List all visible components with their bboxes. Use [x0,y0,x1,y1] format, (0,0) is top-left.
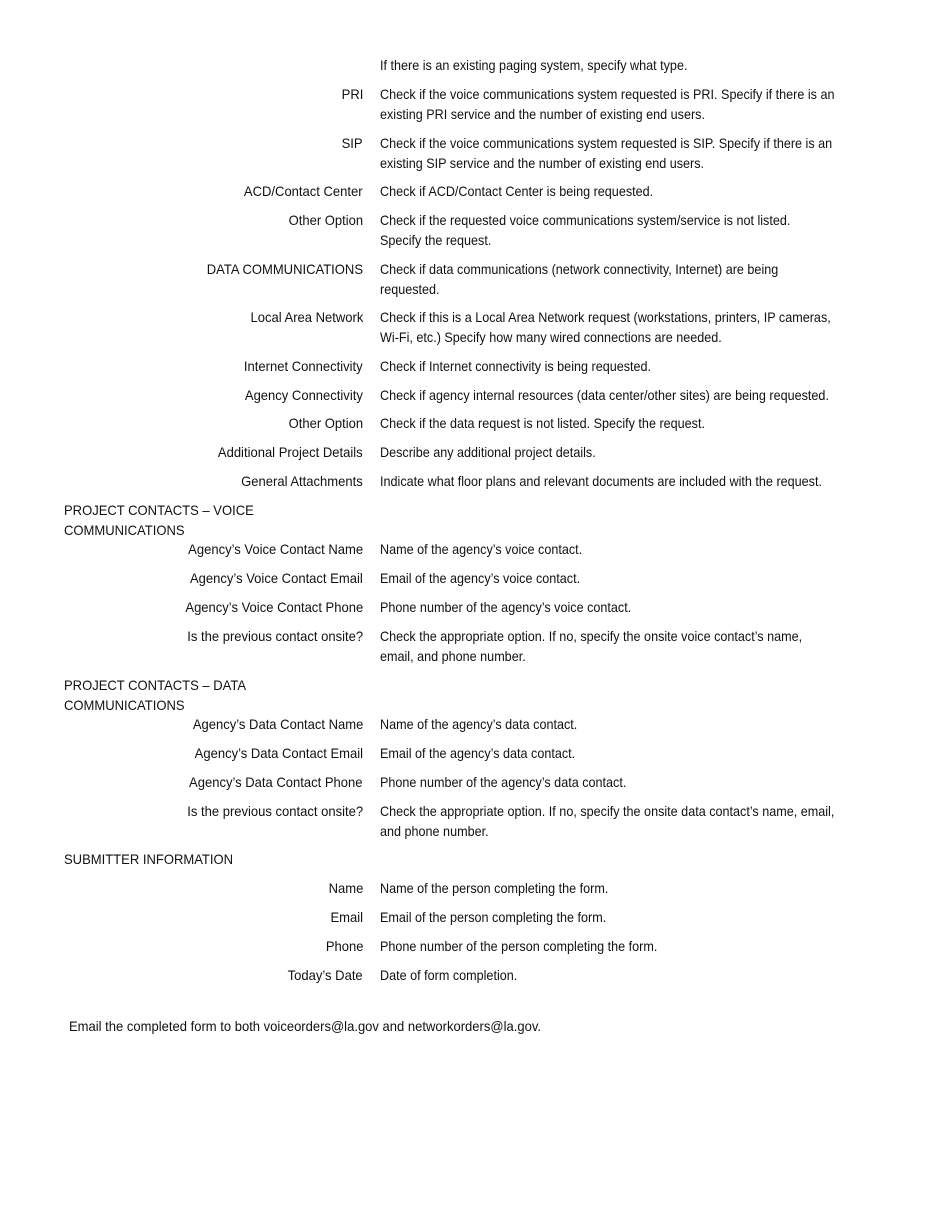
term-lan: Local Area Network [250,309,363,325]
desc-submitter-phone: Phone number of the person completing the form. [380,938,658,954]
desc-other-data: Check if the data request is not listed. Specify the request. [380,415,705,431]
desc-submitter-date: Date of form completion. [380,967,518,983]
desc-data-contact-onsite: Check the appropriate option. If no, specify the onsite data contact’s name, email, and phone number. [380,803,835,839]
term-data-contact-name: Agency’s Data Contact Name [192,716,363,732]
desc-submitter-email: Email of the person completing the form. [380,909,607,925]
section-data-contacts: PROJECT CONTACTS – DATA COMMUNICATIONS [64,677,247,713]
desc-other-voice: Check if the requested voice communications system/service is not listed. Specify the request. [380,212,791,248]
desc-submitter-name: Name of the person completing the form. [380,880,609,896]
desc-lan: Check if this is a Local Area Network request (workstations, printers, IP cameras, Wi-Fi, etc.) Specify how many wired connections are needed. [380,309,831,345]
term-submitter-date: Today’s Date [287,967,363,983]
term-other-voice: Other Option [288,212,363,228]
desc-acd: Check if ACD/Contact Center is being requested. [380,183,654,199]
desc-voice-contact-name: Name of the agency’s voice contact. [380,541,583,557]
desc-paging: If there is an existing paging system, specify what type. [380,57,688,73]
term-submitter-name: Name [328,880,363,896]
desc-additional-details: Describe any additional project details. [380,444,596,460]
term-voice-contact-onsite: Is the previous contact onsite? [187,628,363,644]
term-other-data: Other Option [288,415,363,431]
section-submitter-information: SUBMITTER INFORMATION [64,851,234,867]
term-agency-connectivity: Agency Connectivity [245,387,363,403]
term-voice-contact-email: Agency’s Voice Contact Email [190,570,363,586]
desc-data-contact-name: Name of the agency’s data contact. [380,716,578,732]
section-voice-contacts: PROJECT CONTACTS – VOICE COMMUNICATIONS [64,502,254,538]
term-data-contact-onsite: Is the previous contact onsite? [187,803,363,819]
term-voice-contact-phone: Agency’s Voice Contact Phone [185,599,363,615]
desc-voice-contact-phone: Phone number of the agency’s voice contact. [380,599,632,615]
desc-data-communications: Check if data communications (network connectivity, Internet) are being requested. [380,261,779,297]
term-data-contact-email: Agency’s Data Contact Email [194,745,363,761]
footer-email-instructions: Email the completed form to both voiceorders@la.gov and networkorders@la.gov. [69,1018,542,1034]
term-acd: ACD/Contact Center [244,183,363,199]
term-general-attachments: General Attachments [241,473,363,489]
desc-data-contact-email: Email of the agency’s data contact. [380,745,576,761]
term-voice-contact-name: Agency’s Voice Contact Name [188,541,363,557]
desc-voice-contact-onsite: Check the appropriate option. If no, specify the onsite voice contact’s name, email, and phone number. [380,628,803,664]
term-sip: SIP [342,135,363,151]
term-submitter-phone: Phone [325,938,363,954]
desc-internet: Check if Internet connectivity is being requested. [380,358,652,374]
term-pri: PRI [341,86,363,102]
term-additional-details: Additional Project Details [218,444,363,460]
desc-voice-contact-email: Email of the agency’s voice contact. [380,570,581,586]
desc-sip: Check if the voice communications system requested is SIP. Specify if there is an existing SIP service and the number of existing end users. [380,135,833,171]
term-data-communications: DATA COMMUNICATIONS [206,261,363,277]
desc-pri: Check if the voice communications system requested is PRI. Specify if there is an existing PRI service and the number of existing end users. [380,86,835,122]
desc-general-attachments: Indicate what floor plans and relevant documents are included with the request. [380,473,822,489]
desc-agency-connectivity: Check if agency internal resources (data center/other sites) are being requested. [380,387,829,403]
term-internet: Internet Connectivity [244,358,363,374]
term-data-contact-phone: Agency’s Data Contact Phone [189,774,363,790]
term-submitter-email: Email [330,909,363,925]
desc-data-contact-phone: Phone number of the agency’s data contact. [380,774,627,790]
